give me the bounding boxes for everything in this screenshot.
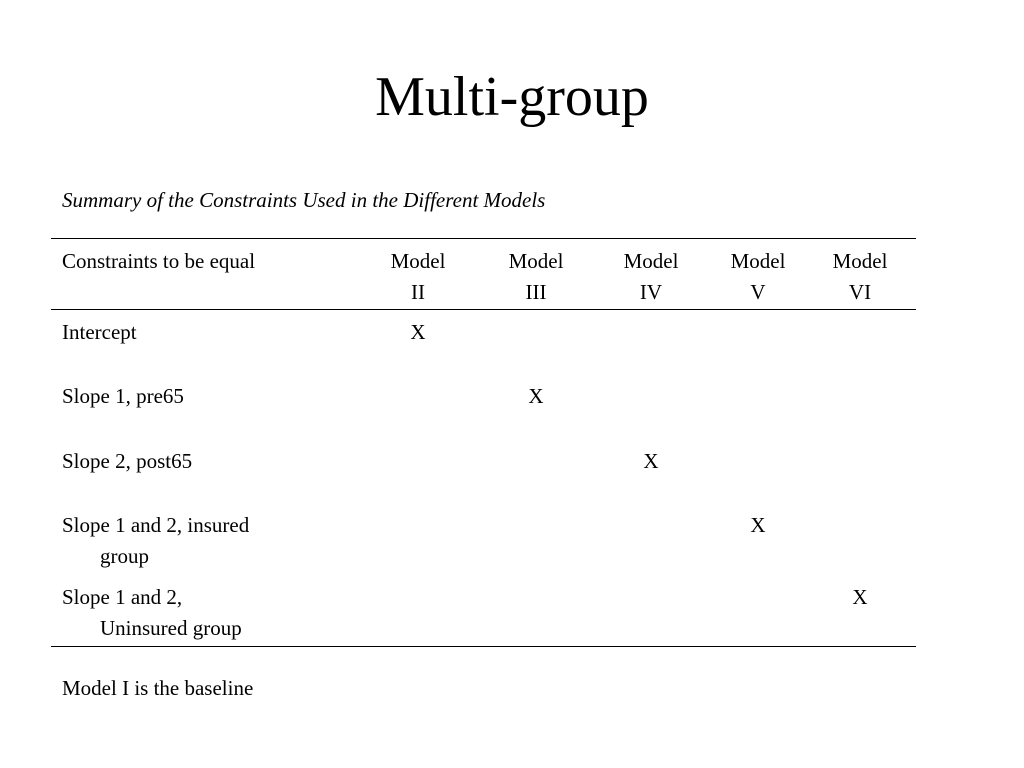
row-mark: X: [750, 513, 766, 537]
table-caption: Summary of the Constraints Used in the Different Models: [62, 188, 546, 212]
row-label-text: Slope 2, post65: [62, 449, 193, 473]
header-model-word: Model: [730, 249, 786, 273]
row-label: [62, 510, 352, 572]
baseline-note: Model I is the baseline: [62, 676, 254, 700]
row-label-continuation: Uninsured group: [100, 616, 242, 640]
header-model-numeral: V: [750, 280, 766, 304]
header-label: Constraints to be equal: [62, 249, 256, 273]
row-label: [62, 446, 352, 477]
table-header-rule: [51, 309, 916, 310]
row-mark: X: [410, 320, 426, 344]
header-model-word: Model: [390, 249, 446, 273]
row-label: [62, 317, 352, 348]
table-bottom-rule: [51, 646, 916, 647]
header-model-numeral: IV: [639, 280, 663, 304]
row-label-text: Slope 1 and 2,: [62, 585, 183, 609]
table-header-row: [51, 246, 916, 308]
header-model-vi: [815, 246, 905, 308]
row-label: [62, 582, 352, 644]
header-model-ii: [373, 246, 463, 308]
row-label-text: Slope 1, pre65: [62, 384, 184, 408]
slide-title: Multi-group: [375, 66, 649, 128]
header-model-numeral: II: [411, 280, 425, 304]
header-model-v: [713, 246, 803, 308]
header-model-word: Model: [623, 249, 679, 273]
header-model-word: Model: [832, 249, 888, 273]
header-model-iv: [606, 246, 696, 308]
table-top-rule: [51, 238, 916, 239]
row-mark: X: [643, 449, 659, 473]
row-label-continuation: group: [100, 544, 149, 568]
header-model-numeral: VI: [848, 280, 872, 304]
row-label: [62, 381, 352, 412]
row-label-text: Intercept: [62, 320, 137, 344]
row-mark: X: [852, 585, 868, 609]
row-label-text: Slope 1 and 2, insured: [62, 513, 250, 537]
header-model-word: Model: [508, 249, 564, 273]
row-mark: X: [528, 384, 544, 408]
header-model-numeral: III: [525, 280, 547, 304]
header-model-iii: [491, 246, 581, 308]
